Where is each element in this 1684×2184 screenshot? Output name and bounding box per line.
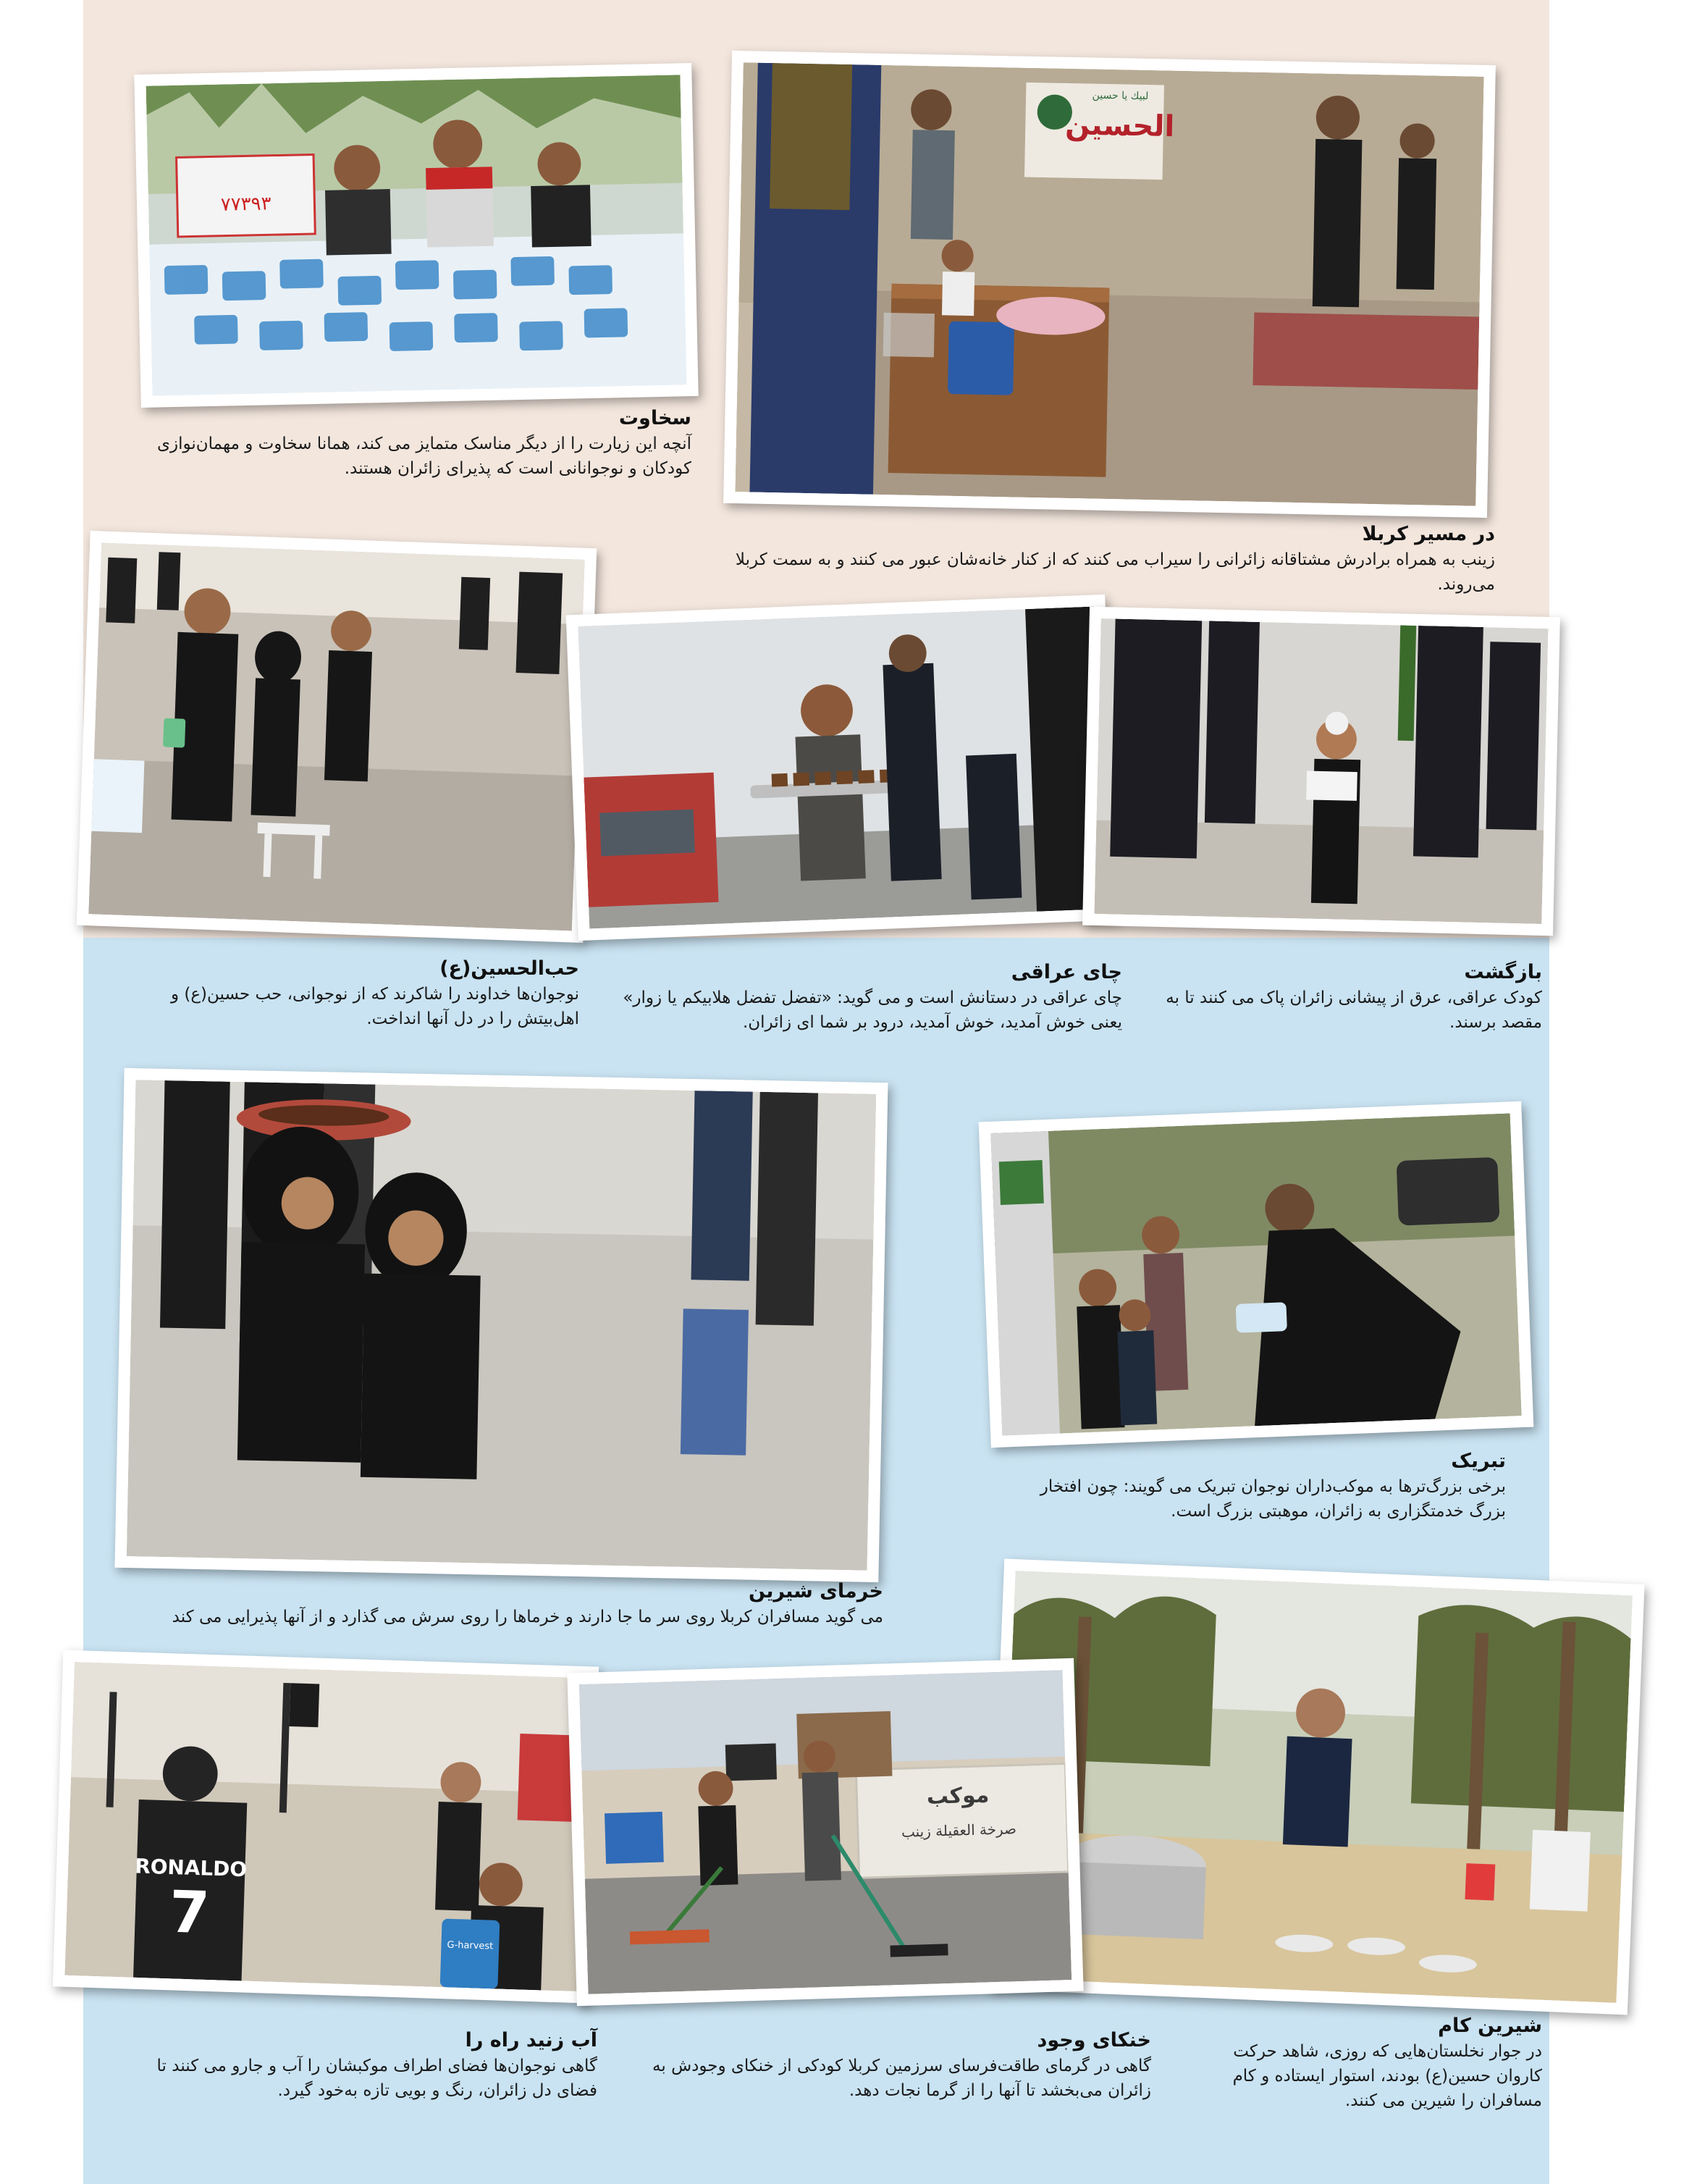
photo-dar-masir-karbala — [723, 51, 1496, 518]
photo-hob-al-hussein — [77, 531, 597, 943]
photo-dar-masir-karbala-image — [735, 62, 1483, 506]
caption-khonaki-vojood — [156, 2028, 597, 2103]
photo-tabrik — [979, 1101, 1534, 1448]
photo-hob-al-hussein-image — [88, 542, 584, 931]
caption-body: زینب به همراه برادرش مشتاقانه زائرانی را سیراب می کنند که از کنار خانه‌شان عبور می کنند و به سمت کربلا می‌روند. — [735, 550, 1495, 594]
caption-title: چای عراقی — [1011, 961, 1122, 983]
photo-ab-zanid-rah-ra — [567, 1658, 1083, 2007]
caption-body: چای عراقی در دستانش است و می گوید: «تفضل تفضل هلابیکم یا زوار» یعنی خوش آمدید، خوش آمدید، درود بر شما ای زائران. — [623, 988, 1122, 1032]
caption-title: در مسیر کربلا — [1362, 523, 1495, 545]
caption-title: حب‌الحسین(ع) — [439, 957, 579, 980]
photo-khonaki-vojood — [53, 1650, 599, 2003]
caption-title: سخاوت — [618, 407, 691, 429]
banner-husain-text: الحسين — [1064, 108, 1175, 144]
caption-khorma-shirin — [159, 1579, 883, 1629]
photo-chai-iraqi — [566, 595, 1118, 941]
caption-shirin-kam — [1224, 2013, 1542, 2113]
caption-ab-zanid-rah-ra — [637, 2028, 1151, 2103]
shirt-name-text: RONALDO — [134, 1854, 248, 1882]
caption-body: می گوید مسافران کربلا روی سر ما جا دارند و خرماها را روی سرش می گذارد و از آنها پذیرایی می کند — [172, 1608, 883, 1626]
caption-bazgasht — [1137, 959, 1542, 1035]
photo-ab-zanid-rah-ra-image — [579, 1670, 1072, 1994]
photo-sekhavat-image — [146, 75, 687, 395]
caption-body: برخی بزرگ‌ترها به موکب‌داران نوجوان تبریک می گویند: چون افتخار بزرگ خدمتگزاری به زائران، موهبتی بزرگ است. — [1040, 1477, 1506, 1521]
caption-title: شیرین کام — [1438, 2015, 1542, 2037]
caption-title: خرمای شیرین — [748, 1580, 883, 1603]
caption-body: گاهی در گرمای طاقت‌فرسای سرزمین کربلا کودکی از خنکای وجودش به زائران می‌بخشد تا آنها را از گرما نجات دهد. — [652, 2057, 1151, 2100]
caption-tabrik — [1028, 1448, 1506, 1524]
caption-body: نوجوان‌ها خداوند را شاکرند که از نوجوانی، حب حسین(ع) و اهل‌بیتش را در دل آنها انداخت. — [170, 985, 579, 1028]
mokeb-sub-text: صرخة العقيلة زينب — [901, 1820, 1017, 1841]
photo-khonaki-vojood-image — [64, 1662, 586, 1991]
photo-shirin-kam-image — [999, 1571, 1633, 2003]
caption-dar-masir-karbala — [735, 521, 1495, 597]
shirt-number-text: 7 — [168, 1878, 211, 1947]
caption-hob-al-hussein — [116, 956, 579, 1031]
ice-sign-number: ٧٧٣٩٣ — [220, 193, 271, 216]
photo-bazgasht-image — [1094, 618, 1548, 924]
photo-bazgasht — [1082, 607, 1560, 936]
photo-chai-iraqi-image — [578, 606, 1106, 928]
caption-body: گاهی نوجوان‌ها فضای اطراف موکبشان را آب و جارو می کنند تا فضای دل زائران، رنگ و بویی تازه به‌خود گیرد. — [156, 2057, 597, 2100]
photo-khorma-shirin — [114, 1068, 888, 1582]
photo-tabrik-image — [990, 1113, 1522, 1435]
caption-body: در جوار نخلستان‌هایی که روزی، شاهد حرکت کاروان حسین(ع) بودند، استوار ایستاده و کام مسافران را شیرین می کنند. — [1232, 2042, 1542, 2110]
photo-shirin-kam — [987, 1558, 1644, 2015]
photo-khorma-shirin-image — [127, 1080, 876, 1571]
caption-title: تبریک — [1451, 1450, 1506, 1472]
caption-body: آنچه این زیارت را از دیگر مناسک متمایز می کند، همانا سخاوت و مهمان‌نوازی کودکان و نوجوانانی است که پذیرای زائران هستند. — [156, 434, 691, 478]
caption-chai-iraqi — [601, 959, 1122, 1035]
caption-sekhavat — [134, 406, 691, 481]
caption-title: خنکای وجود — [1037, 2029, 1151, 2051]
caption-title: بازگشت — [1464, 961, 1542, 983]
sprayer-label-text: G-harvest — [447, 1939, 494, 1952]
mokeb-title-text: موکب — [926, 1782, 990, 1810]
caption-body: کودک عراقی، عرق از پیشانی زائران پاک می کنند تا به مقصد برسند. — [1166, 988, 1542, 1032]
caption-title: آب زنید راه را — [465, 2029, 597, 2051]
banner-small-text: لبيك يا حسين — [1092, 89, 1149, 103]
photo-sekhavat — [134, 63, 698, 408]
